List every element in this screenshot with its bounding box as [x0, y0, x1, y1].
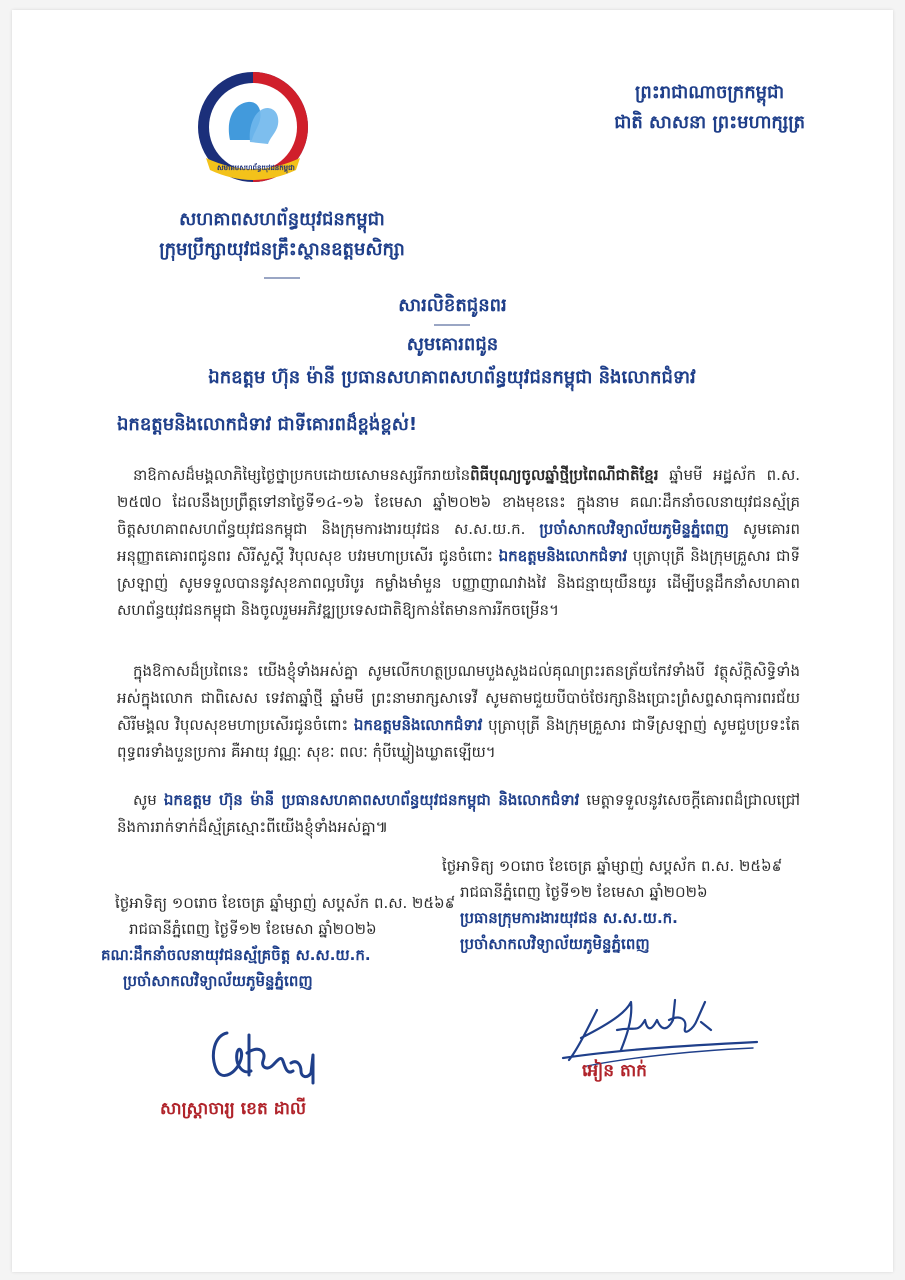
text: នាឱកាសដ៏មង្គលាភិម្សៃថ្ងៃថ្នាប្រកបដោយសោមនស្សរីករាយនៃ: [133, 466, 471, 484]
salutation: ឯកឧត្តមនិងលោកជំទាវ ជាទីគោរពដ៏ខ្ពង់ខ្ពស់!: [117, 414, 418, 435]
dear-line: សូមគោរពជូន: [406, 334, 499, 355]
text: ក្នុងឱកាសដ៏ប្រពៃនេះ យើងខ្ញុំទាំងអស់គ្នា សូមលើកហត្ថប្រណមបួងសួងដល់គុណព្រះរតនត្រ័យកែវទាំងបី វត្ថុស័ក្តិសិទ្ធិទាំងអស់ក្នុងលោក ជាពិសេស ទេវតាឆ្នាំថ្មី ឆ្នាំមមី ព្រះនាមរាក្សសាទេវី សូមតាមជួយបីបាច់ថែរក្សានិងប្រោះព្រំសព្ទសាធុការពរជ័យសិរីមង្គល វិបុលសុខមហាប្រសើរជូនចំពោះ: [117, 662, 800, 734]
left-signature-block: [101, 890, 456, 994]
letter-title: សារលិខិតជូនពរ: [398, 295, 507, 316]
council-name: ក្រុមប្រឹក្សាយុវជនគ្រឹះស្ថានឧត្តមសិក្សា: [159, 239, 405, 260]
text-emphasis: ឯកឧត្តមនិងលោកជំទាវ: [353, 716, 483, 734]
text-emphasis: ពិធីបុណ្យចូលឆ្នាំថ្មីប្រពៃណីជាតិខ្មែរ: [470, 466, 659, 484]
divider: [434, 324, 470, 326]
text-emphasis: ឯកឧត្តម ហ៊ុន ម៉ានី ប្រធានសហគាពសហព័ន្ធយុវជនកម្ពុជា និងលោកជំទាវ: [163, 791, 580, 809]
letter-page: [12, 10, 893, 1272]
signatory-role: ប្រធានក្រុមការងារយុវជន ស.ស.យ.ក.: [460, 909, 678, 927]
logo-banner-text: សមាគមសហព័ន្ធយុវជនកម្ពុជា: [217, 164, 295, 172]
signatory-role: ប្រចាំសាកលវិទ្យាល័យភូមិន្ទភ្នំពេញ: [123, 972, 313, 990]
kingdom-header: [614, 78, 805, 138]
signatory-name-right: អៀន តាក់: [582, 1061, 647, 1081]
text-emphasis: ប្រចាំសាកលវិទ្យាល័យភូមិន្ទភ្នំពេញ: [539, 520, 729, 538]
kingdom-line: ព្រះរាជាណាចក្រកម្ពុជា: [635, 82, 785, 103]
paragraph-blessing: [117, 658, 800, 766]
organization-header: [112, 205, 452, 279]
text: សូមគោរពអនុញ្ញាតគោរពជូនពរ សិរីសួស្តី វិបុលសុខ បវរមហាប្រសើរ ជូនចំពោះ: [117, 520, 800, 565]
lunar-date: ថ្ងៃអាទិត្យ ១០រោច ខែចេត្រ ឆ្នាំម្សាញ់ សប្តស័ក ព.ស. ២៥៦៩: [115, 894, 456, 912]
paragraph-greeting: [117, 462, 800, 624]
divider: [264, 277, 300, 279]
text: ឆ្នាំមមី អដ្ឋស័ក ព.ស. ២៥៧០ ដែលនឹងប្រព្រឹត្តទៅនាថ្ងៃទី១៤-១៦ ខែមេសា ឆ្នាំ២០២៦ ខាងមុខនេះ ក្នុងនាម គណៈដឹកនាំចលនាយុវជនស្ម័គ្រចិត្តសហគាពសហព័ន្ធយុវជនកម្ពុជា និងក្រុមការងារយុវជន ស.ស.យ.ក.: [117, 466, 800, 538]
organization-name: សហគាពសហព័ន្ធយុវជនកម្ពុជា: [179, 209, 385, 230]
solar-date: រាជធានីភ្នំពេញ ថ្ងៃទី១២ ខែមេសា ឆ្នាំ២០២៦: [129, 920, 377, 938]
signatory-role: ប្រចាំសាកលវិទ្យាល័យភូមិន្ទភ្នំពេញ: [460, 935, 650, 953]
solar-date: រាជធានីភ្នំពេញ ថ្ងៃទី១២ ខែមេសា ឆ្នាំ២០២៦: [460, 883, 708, 901]
lunar-date: ថ្ងៃអាទិត្យ ១០រោច ខែចេត្រ ឆ្នាំម្សាញ់ សប្តស័ក ព.ស. ២៥៦៩: [442, 857, 783, 875]
text: បុត្រាបុត្រី និងក្រុមគ្រួសារ ជាទីស្រឡាញ់ សូមជួបប្រទះតែ ពុទ្ធពរទាំងបួនប្រការ គឺអាយុ វណ្ណៈ សុខៈ ពលៈ កុំបីឃ្លៀងឃ្លាតឡើយ។: [117, 716, 800, 761]
signatory-role: គណៈដឹកនាំចលនាយុវជនស្ម័គ្រចិត្ត ស.ស.យ.ក.: [101, 946, 371, 964]
nation-motto: ជាតិ សាសនា ព្រះមហាក្សត្រ: [614, 112, 805, 133]
text: សូម: [133, 791, 164, 809]
text-emphasis: ឯកឧត្តមនិងលោកជំទាវ: [498, 547, 628, 565]
text: បុត្រាបុត្រី និងក្រុមគ្រួសារ ជាទីស្រឡាញ់ សូមទទួលបាននូវសុខភាពល្អបរិបូរ កម្លាំងមាំមួន បញ្ញាញាណវាងវៃ និងជន្មាយុយឺនយូរ ដើម្បីបន្តដឹកនាំសហគាពសហព័ន្ធយុវជនកម្ពុជា និងចូលរួមអភិវឌ្ឍប្រទេសជាតិឱ្យកាន់តែមានការរីកចម្រើន។: [117, 547, 800, 619]
paragraph-closing: [117, 787, 800, 841]
recipient-line: ឯកឧត្តម ហ៊ុន ម៉ានី ប្រធានសហគាពសហព័ន្ធយុវជនកម្ពុជា និងលោកជំទាវ: [208, 367, 696, 388]
right-signature-block: [442, 853, 782, 957]
handwritten-signature-left: [197, 1015, 337, 1085]
signatory-name-left: សាស្ត្រាចារ្យ ខេត ដាលី: [160, 1099, 307, 1119]
text: មេត្តាទទួលនូវសេចក្តីគោរពដ៏ជ្រាលជ្រៅនិងការរាក់ទាក់ដ៏ស្ម័គ្រស្មោះពីយើងខ្ញុំទាំងអស់គ្នា៕: [117, 791, 800, 836]
